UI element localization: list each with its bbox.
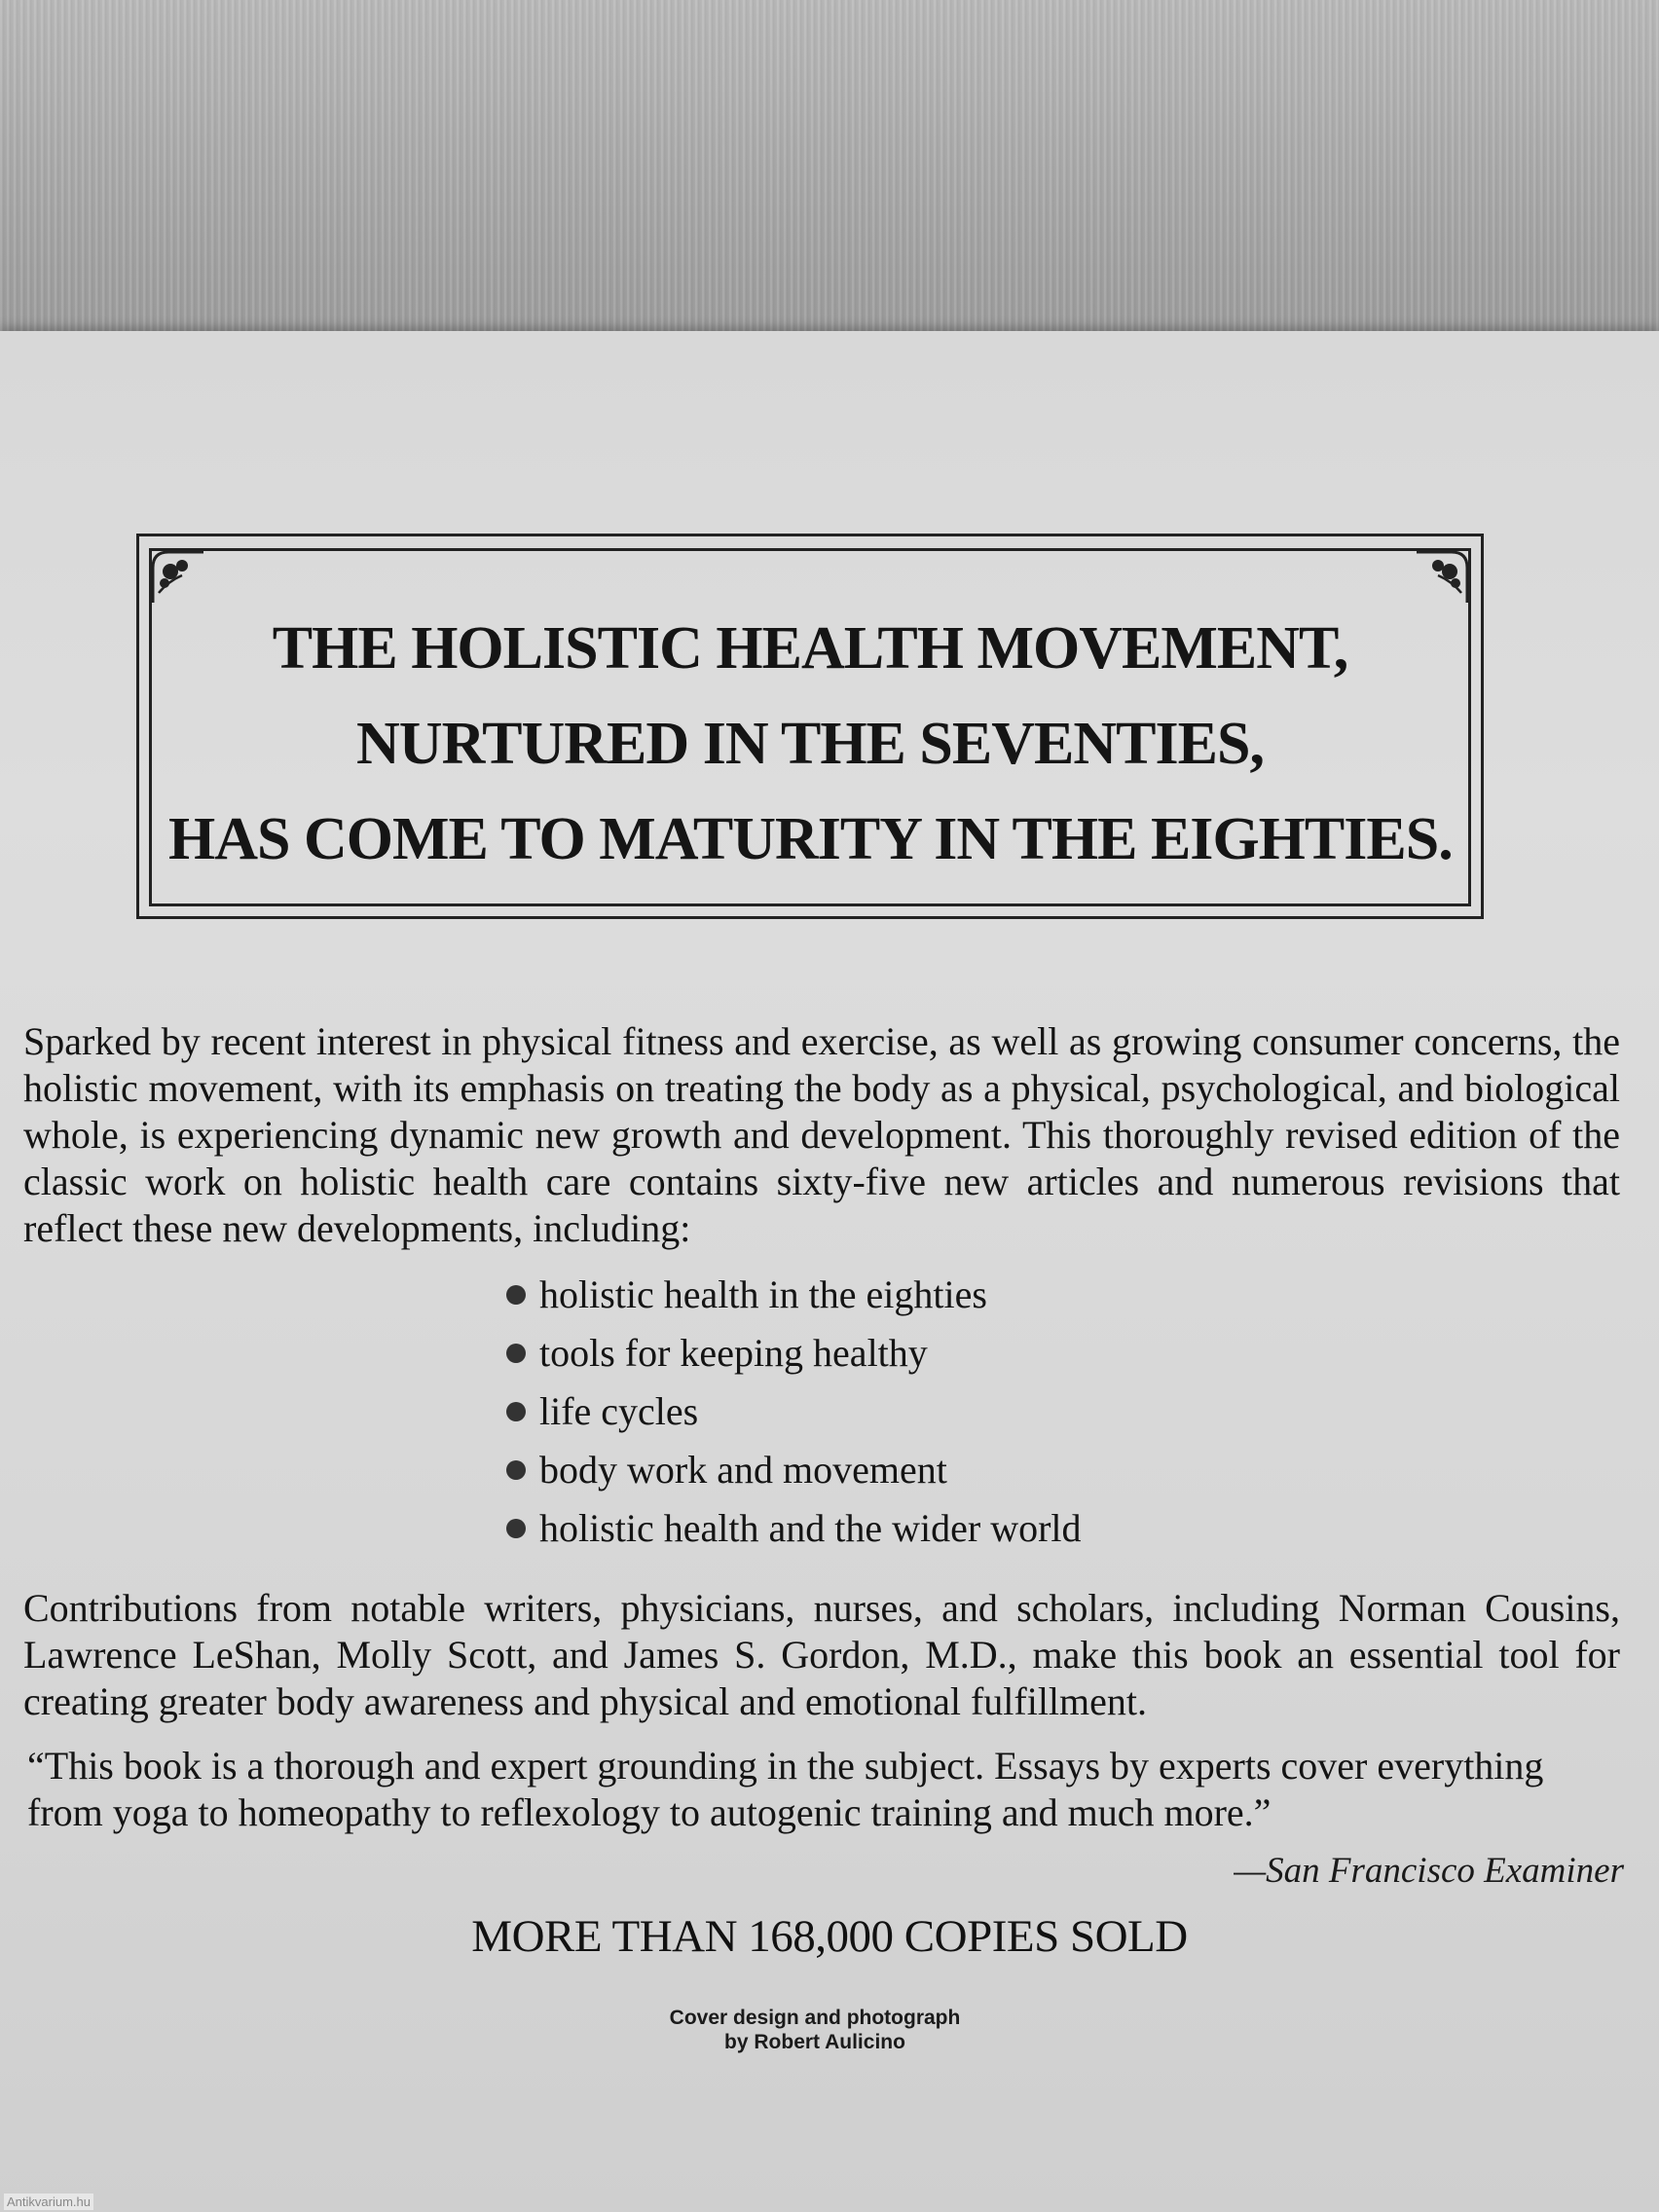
headline-frame [136, 534, 1484, 919]
floral-ornament-icon [149, 548, 207, 607]
review-quote: “This book is a thorough and expert grounding in the subject. Essays by experts cover everything from yoga to homeopathy to reflexology to autogenic training and much more.” [27, 1744, 1544, 1834]
book-back-cover [0, 331, 1659, 2212]
cover-credit [0, 2006, 1630, 2054]
contributions-paragraph: Contributions from notable writers, physicians, nurses, and scholars, including Norman Cousins, Lawrence LeShan, Molly Scott, and James S. Gordon, M.D., make this book an essential tool for creating greater body awareness and physical and emotional fulfillment. [23, 1586, 1620, 1723]
list-item [506, 1499, 1082, 1558]
sales-banner: MORE THAN 168,000 COPIES SOLD [471, 1911, 1188, 1962]
review-source: —San Francisco Examiner [1234, 1851, 1624, 1891]
watermark: Antikvarium.hu [4, 2194, 93, 2210]
background-surface [0, 0, 1659, 350]
headline [168, 601, 1452, 887]
headline-line-1: THE HOLISTIC HEALTH MOVEMENT, [272, 615, 1348, 682]
headline-line-2: NURTURED IN THE SEVENTIES, [356, 711, 1264, 777]
credit-line-2: by Robert Aulicino [724, 2031, 905, 2053]
topics-list [506, 1266, 1082, 1558]
topic-label: life cycles [539, 1389, 699, 1433]
bullet-icon [506, 1344, 526, 1363]
bullet-icon [506, 1460, 526, 1480]
list-item [506, 1324, 1082, 1382]
topic-label: holistic health in the eighties [539, 1272, 987, 1316]
bullet-icon [506, 1402, 526, 1421]
floral-ornament-icon [1413, 548, 1471, 607]
list-item [506, 1266, 1082, 1324]
intro-paragraph: Sparked by recent interest in physical fitness and exercise, as well as growing consumer concerns, the holistic movement, with its emphasis on treating the body as a physical, psychological, and biological whole, is experiencing dynamic new growth and development. This thoroughly revised edition of the classic work on holistic health care contains sixty-five new articles and numerous revisions that reflect these new developments, including: [23, 1019, 1620, 1250]
topic-label: tools for keeping healthy [539, 1331, 928, 1375]
list-item [506, 1441, 1082, 1499]
topic-label: holistic health and the wider world [539, 1506, 1082, 1550]
bullet-icon [506, 1285, 526, 1305]
credit-line-1: Cover design and photograph [669, 2007, 961, 2029]
list-item [506, 1382, 1082, 1441]
headline-line-3: HAS COME TO MATURITY IN THE EIGHTIES. [168, 806, 1453, 872]
topic-label: body work and movement [539, 1448, 947, 1492]
bullet-icon [506, 1519, 526, 1538]
